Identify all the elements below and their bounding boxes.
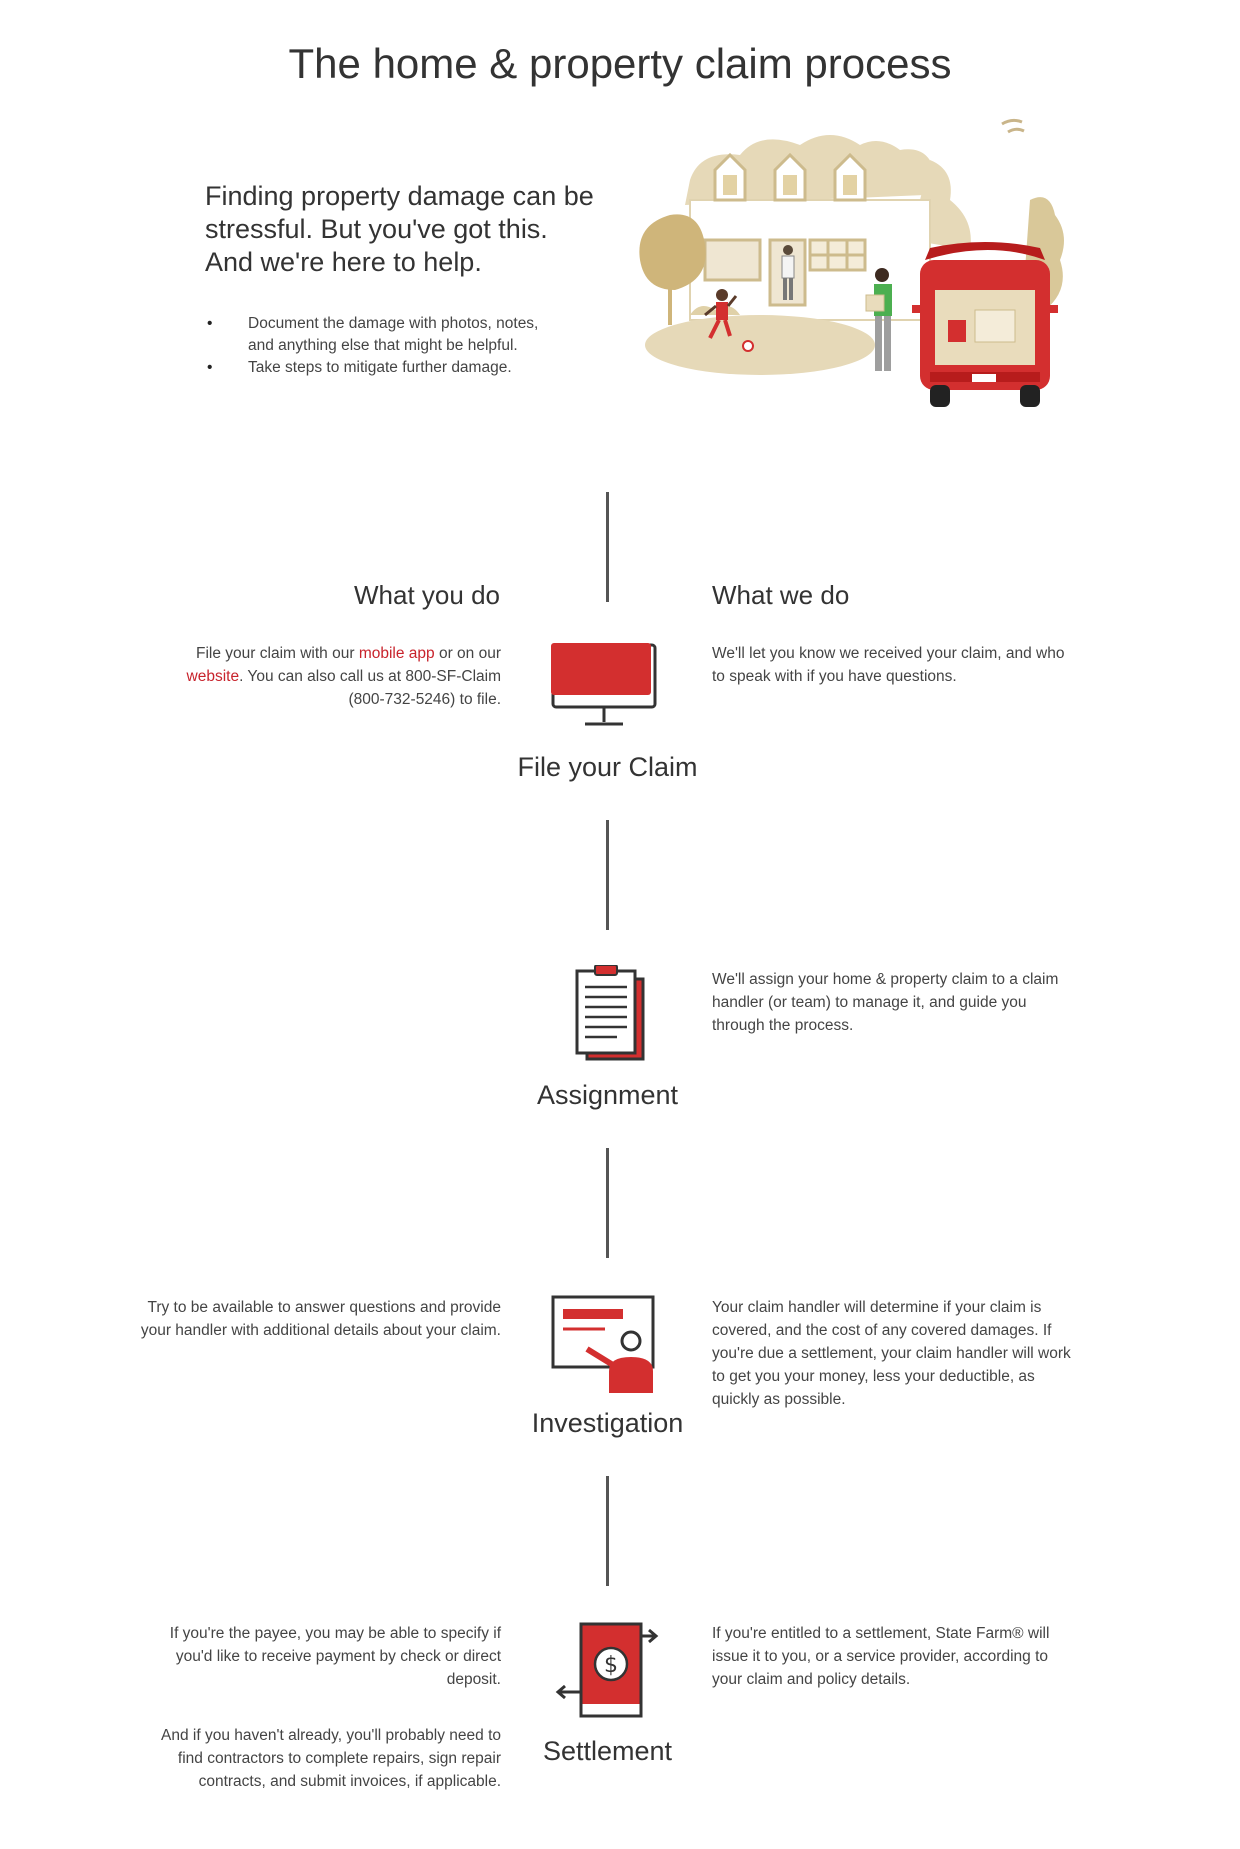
list-item: • Take steps to mitigate further damage. <box>205 357 595 379</box>
step-label-file-claim: File your Claim <box>517 752 698 782</box>
step-label-investigation: Investigation <box>531 1408 684 1438</box>
settlement-you-do-2: And if you haven't already, you'll probably need to find contractors to complete repairs, sign repair contracts, and submit invoices, if applicable. <box>161 1727 501 1790</box>
dollar-exchange-icon <box>547 1622 667 1722</box>
step-label-settlement: Settlement <box>542 1736 673 1766</box>
timeline-connector <box>606 492 609 602</box>
timeline-connector <box>606 1148 609 1258</box>
settlement-you-do: If you're the payee, you may be able to specify if you'd like to receive payment by check or direct deposit. <box>169 1625 501 1688</box>
intro-bullet-list <box>205 313 595 379</box>
investigation-you-do: Try to be available to answer questions and provide your handler with additional details about your claim. <box>140 1299 501 1339</box>
list-item: • Document the damage with photos, notes, and anything else that might be helpful. <box>205 313 595 357</box>
step-label-assignment: Assignment <box>536 1080 679 1110</box>
mobile-app-link[interactable]: mobile app <box>358 645 435 662</box>
investigation-we-do: Your claim handler will determine if your claim is covered, and the cost of any covered damages. If you're due a settlement, your claim handler will work to get you your money, less your deductible, as quickly as possible. <box>712 1299 1071 1408</box>
what-we-do-heading: What we do <box>712 580 850 610</box>
clipboard-icon <box>547 965 667 1065</box>
page-title: The home & property claim process <box>288 40 952 87</box>
svg-text:$: $ <box>604 1653 618 1678</box>
timeline-connector <box>606 1476 609 1586</box>
assignment-we-do: We'll assign your home & property claim to a claim handler (or team) to manage it, and guide you through the process. <box>712 971 1059 1034</box>
settlement-we-do: If you're entitled to a settlement, State Farm® will issue it to you, or a service provider, according to your claim and policy details. <box>712 1625 1050 1688</box>
what-you-do-heading: What you do <box>354 580 500 610</box>
website-link[interactable]: website <box>186 668 240 685</box>
file-claim-we-do: We'll let you know we received your claim, and who to speak with if you have questions. <box>712 645 1065 685</box>
computer-monitor-icon <box>547 640 667 740</box>
timeline-connector <box>606 820 609 930</box>
intro-heading: Finding property damage can be stressful. But you've got this. And we're here to help. <box>205 181 594 277</box>
presentation-board-icon <box>547 1295 667 1395</box>
file-claim-you-do: File your claim with our mobile app or on our website. You can also call us at 800-SF-Claim (800-732-5246) to file. <box>186 645 501 708</box>
house-moving-illustration <box>630 110 1110 480</box>
